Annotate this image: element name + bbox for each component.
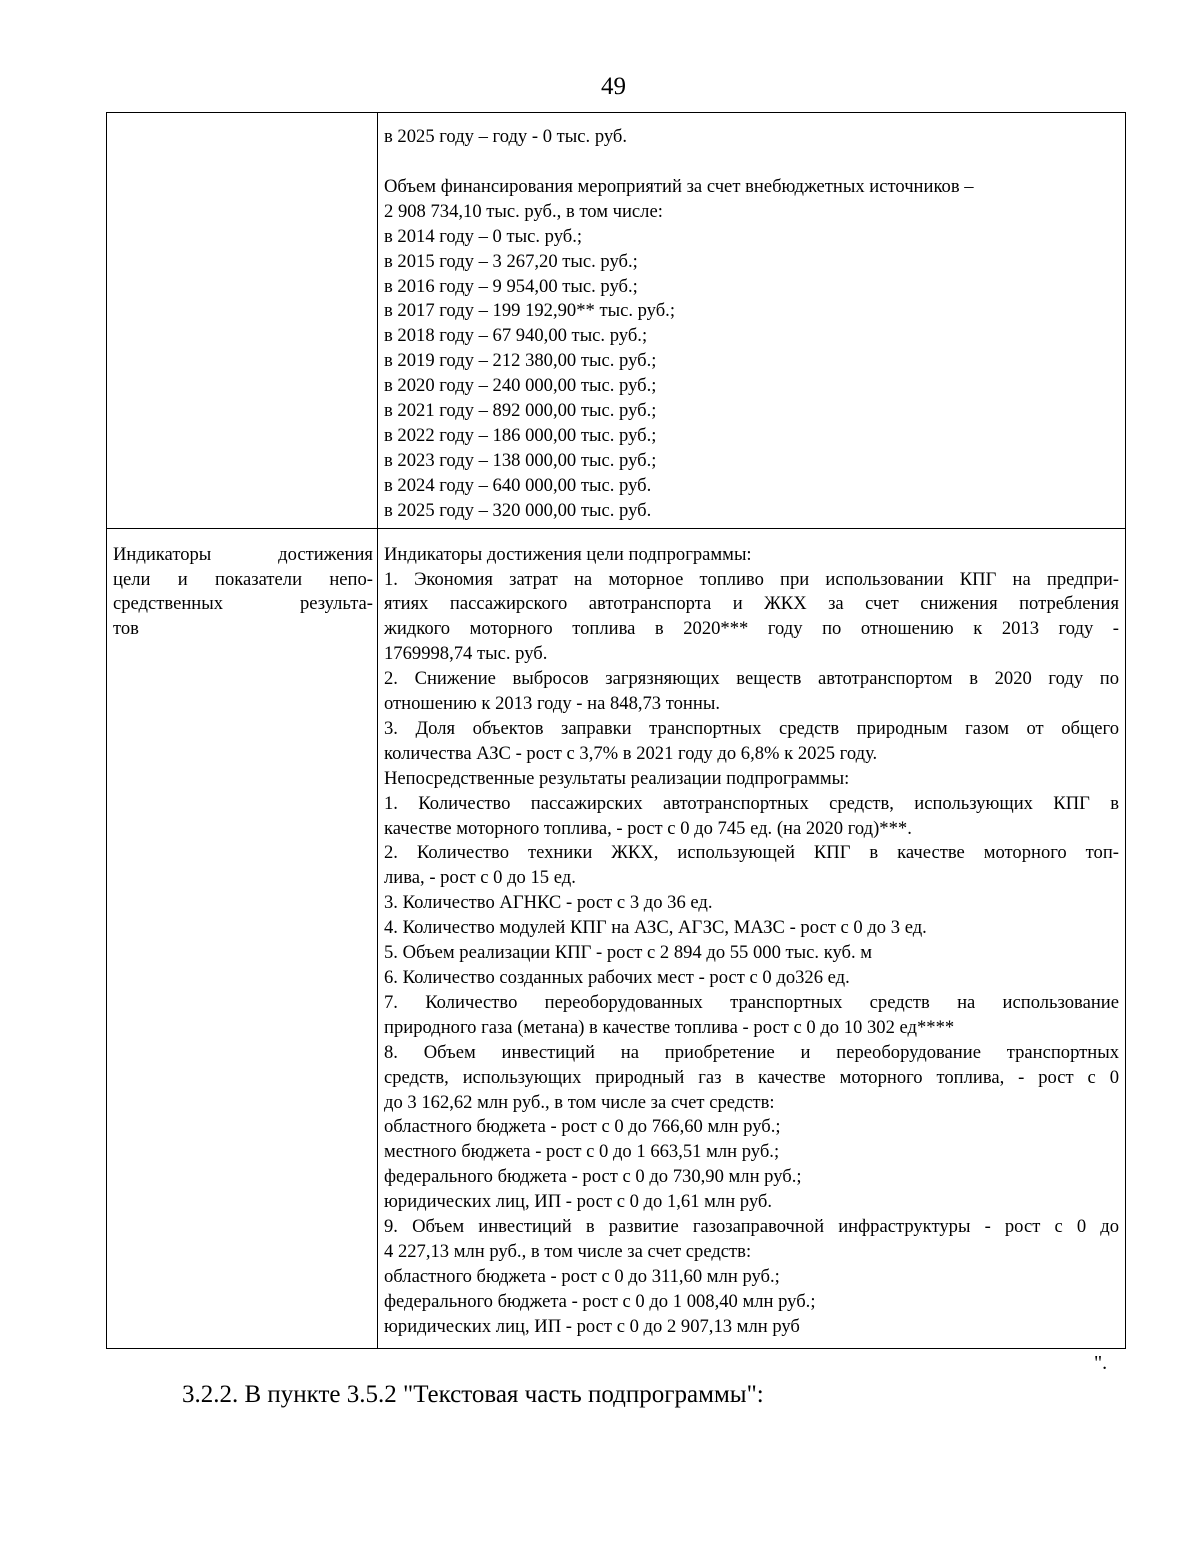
text-line: Индикаторы достижения цели подпрограммы: xyxy=(384,543,752,565)
text-line: в 2014 году – 0 тыс. руб.; xyxy=(384,225,583,247)
text-line: количества АЗС - рост с 3,7% в 2021 году до 6,8% к 2025 году. xyxy=(384,742,878,764)
text-line: до 3 162,62 млн руб., в том числе за счет средств: xyxy=(384,1091,775,1113)
text-line: в 2018 году – 67 940,00 тыс. руб.; xyxy=(384,325,648,347)
text-line: 1. Количество пассажирских автотранспортных средств, использующих КПГ в xyxy=(384,792,1119,814)
table-cell-label-empty xyxy=(107,113,378,529)
table-cell-financing xyxy=(378,113,1126,529)
text-line: средств, использующих природный газ в качестве моторного топлива, - рост с 0 xyxy=(384,1066,1119,1088)
label-line: тов xyxy=(113,618,139,640)
text-line: 4 227,13 млн руб., в том числе за счет средств: xyxy=(384,1240,752,1262)
label-line: средственных результа- xyxy=(113,593,373,615)
text-line: в 2022 году – 186 000,00 тыс. руб.; xyxy=(384,424,657,446)
section-subheading: 3.2.2. В пункте 3.5.2 "Текстовая часть подпрограммы": xyxy=(182,1381,764,1408)
page-number: 49 xyxy=(601,73,626,100)
text-line: федерального бюджета - рост с 0 до 1 008,40 млн руб.; xyxy=(384,1290,816,1312)
text-line: лива, - рост с 0 до 15 ед. xyxy=(384,867,576,889)
table-row-indicators xyxy=(107,528,1126,1348)
text-line: Объем финансирования мероприятий за счет внебюджетных источников – xyxy=(384,175,974,197)
text-line: 8. Объем инвестиций на приобретение и переоборудование транспортных xyxy=(384,1041,1119,1063)
text-line: в 2019 году – 212 380,00 тыс. руб.; xyxy=(384,350,657,372)
text-line: местного бюджета - рост с 0 до 1 663,51 млн руб.; xyxy=(384,1141,780,1163)
text-line: в 2016 году – 9 954,00 тыс. руб.; xyxy=(384,275,638,297)
passport-table xyxy=(106,112,1126,1349)
table-row-financing xyxy=(107,113,1126,529)
text-line: в 2025 году – году - 0 тыс. руб. xyxy=(384,126,628,147)
text-line: в 2024 году – 640 000,00 тыс. руб. xyxy=(384,474,652,496)
text-line: юридических лиц, ИП - рост с 0 до 2 907,13 млн руб xyxy=(384,1315,800,1337)
text-line: в 2021 году – 892 000,00 тыс. руб.; xyxy=(384,400,657,422)
text-line: отношению к 2013 году - на 848,73 тонны. xyxy=(384,693,720,715)
paragraph-gap xyxy=(384,150,1119,175)
text-line: в 2015 году – 3 267,20 тыс. руб.; xyxy=(384,250,638,272)
label-line: цели и показатели непо- xyxy=(113,568,373,590)
text-line: в 2023 году – 138 000,00 тыс. руб.; xyxy=(384,449,657,471)
text-line: 1769998,74 тыс. руб. xyxy=(384,643,548,665)
closing-quote: ". xyxy=(1094,1352,1108,1374)
text-line: 2 908 734,10 тыс. руб., в том числе: xyxy=(384,200,663,222)
text-line: 3. Количество АГНКС - рост с 3 до 36 ед. xyxy=(384,892,713,914)
text-line: качестве моторного топлива, - рост с 0 до 745 ед. (на 2020 год)***. xyxy=(384,817,912,839)
table-cell-indicators-label xyxy=(107,528,378,1348)
text-line: 3. Доля объектов заправки транспортных средств природным газом от общего xyxy=(384,717,1119,739)
text-line: в 2017 году – 199 192,90** тыс. руб.; xyxy=(384,300,675,322)
text-line: природного газа (метана) в качестве топлива - рост с 0 до 10 302 ед**** xyxy=(384,1016,955,1038)
text-line: жидкого моторного топлива в 2020*** году по отношению к 2013 году - xyxy=(384,618,1119,640)
text-line: 7. Количество переоборудованных транспортных средств на использование xyxy=(384,991,1119,1013)
text-line: 9. Объем инвестиций в развитие газозаправочной инфраструктуры - рост с 0 до xyxy=(384,1216,1119,1238)
text-line: областного бюджета - рост с 0 до 311,60 млн руб.; xyxy=(384,1265,780,1287)
text-line: 4. Количество модулей КПГ на АЗС, АГЗС, МАЗС - рост с 0 до 3 ед. xyxy=(384,917,927,939)
text-line: областного бюджета - рост с 0 до 766,60 млн руб.; xyxy=(384,1116,781,1138)
label-line: Индикаторы достижения xyxy=(113,543,373,565)
text-line: 6. Количество созданных рабочих мест - рост с 0 до326 ед. xyxy=(384,967,850,988)
text-line: Непосредственные результаты реализации подпрограммы: xyxy=(384,767,850,789)
text-line: 5. Объем реализации КПГ - рост с 2 894 до 55 000 тыс. куб. м xyxy=(384,942,873,964)
text-line: 1. Экономия затрат на моторное топливо при использовании КПГ на предпри- xyxy=(384,568,1119,590)
text-line: ятиях пассажирского автотранспорта и ЖКХ за счет снижения потребления xyxy=(384,593,1119,615)
text-line: в 2025 году – 320 000,00 тыс. руб. xyxy=(384,499,652,521)
text-line: юридических лиц, ИП - рост с 0 до 1,61 млн руб. xyxy=(384,1191,772,1213)
text-line: федерального бюджета - рост с 0 до 730,90 млн руб.; xyxy=(384,1166,802,1188)
table-cell-indicators xyxy=(378,528,1126,1348)
text-line: в 2020 году – 240 000,00 тыс. руб.; xyxy=(384,375,657,397)
text-line: 2. Снижение выбросов загрязняющих веществ автотранспортом в 2020 году по xyxy=(384,668,1119,690)
text-line: 2. Количество техники ЖКХ, использующей КПГ в качестве моторного топ- xyxy=(384,842,1119,864)
